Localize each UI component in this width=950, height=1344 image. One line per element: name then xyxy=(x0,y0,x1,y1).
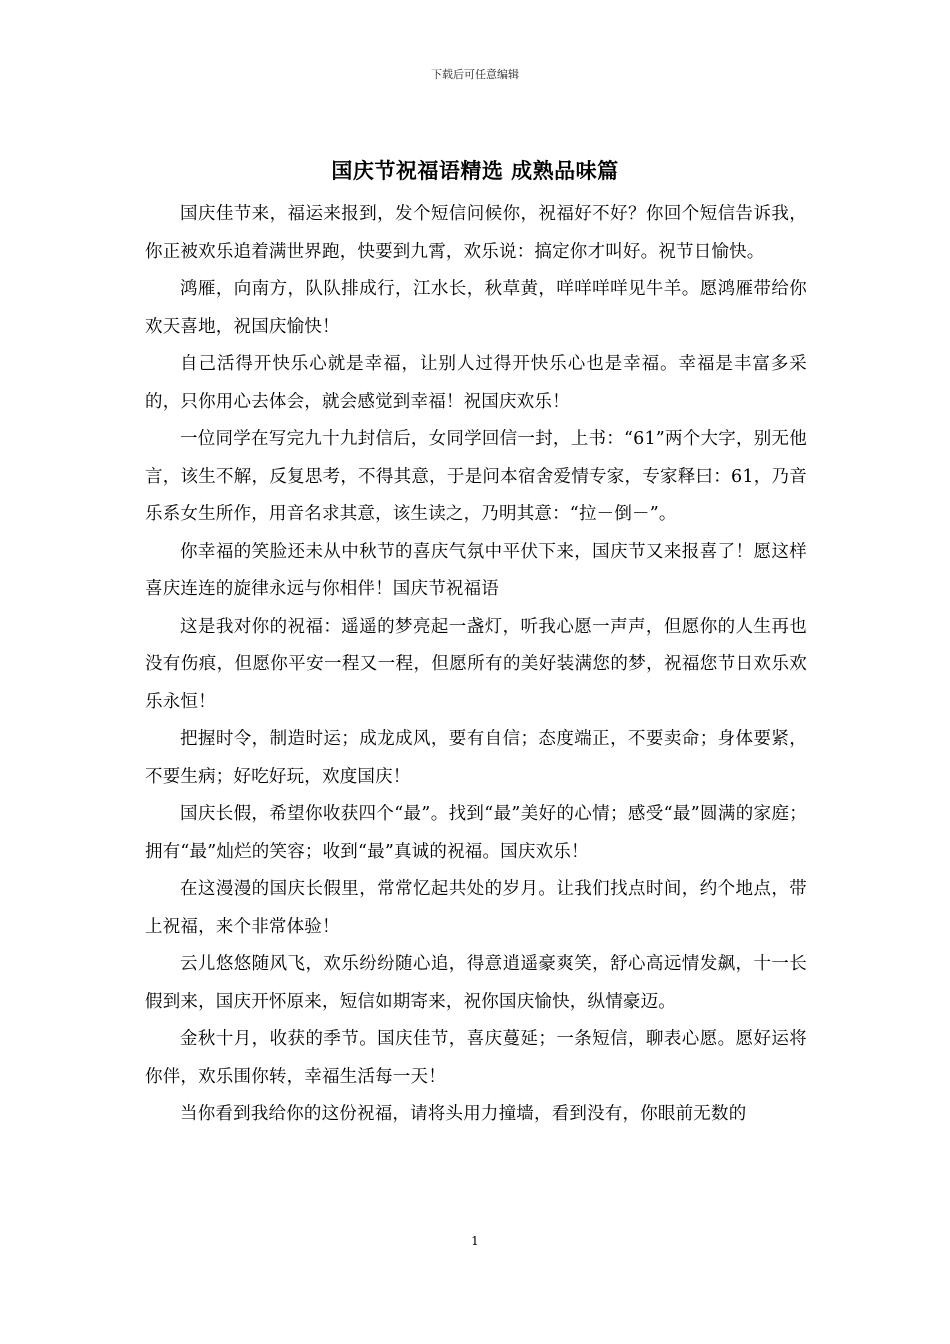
paragraph: 鸿雁，向南方，队队排成行，江水长，秋草黄，咩咩咩咩见牛羊。愿鸿雁带给你欢天喜地，祝国庆愉快！ xyxy=(145,279,807,337)
paragraph: 云儿悠悠随风飞，欢乐纷纷随心追，得意逍遥豪爽笑，舒心高远情发飙，十一长假到来，国庆开怀原来，短信如期寄来，祝你国庆愉快，纵情豪迈。 xyxy=(145,954,807,1012)
document-body xyxy=(145,196,807,1134)
paragraph: 这是我对你的祝福：遥遥的梦亮起一盏灯，听我心愿一声声，但愿你的人生再也没有伤痕，但愿你平安一程又一程，但愿所有的美好装满您的梦，祝福您节日欢乐欢乐永恒！ xyxy=(145,616,807,712)
paragraph: 把握时令，制造时运；成龙成风，要有自信；态度端正，不要卖命；身体要紧，不要生病；好吃好玩，欢度国庆！ xyxy=(145,729,807,787)
paragraph: 金秋十月，收获的季节。国庆佳节，喜庆蔓延；一条短信，聊表心愿。愿好运将你伴，欢乐围你转，幸福生活每一天！ xyxy=(145,1029,807,1087)
paragraph: 在这漫漫的国庆长假里，常常忆起共处的岁月。让我们找点时间，约个地点，带上祝福，来个非常体验！ xyxy=(145,879,807,937)
paragraph: 国庆长假，希望你收获四个“最”。找到“最”美好的心情；感受“最”圆满的家庭；拥有“最”灿烂的笑容；收到“最”真诚的祝福。国庆欢乐！ xyxy=(145,804,807,862)
paragraph: 一位同学在写完九十九封信后，女同学回信一封，上书：“61”两个大字，别无他言，该生不解，反复思考，不得其意，于是问本宿舍爱情专家，专家释曰：61，乃音乐系女生所作，用音名求其意，该生读之，乃明其意：“拉－倒－”。 xyxy=(145,429,807,524)
paragraph: 自己活得开快乐心就是幸福，让别人过得开快乐心也是幸福。幸福是丰富多采的，只你用心去体会，就会感觉到幸福！祝国庆欢乐！ xyxy=(145,354,807,412)
paragraph: 你幸福的笑脸还未从中秋节的喜庆气氛中平伏下来，国庆节又来报喜了！愿这样喜庆连连的旋律永远与你相伴！国庆节祝福语 xyxy=(145,541,807,599)
document-title: 国庆节祝福语精选 成熟品味篇 xyxy=(331,158,619,183)
paragraph: 国庆佳节来，福运来报到，发个短信问候你，祝福好不好？你回个短信告诉我，你正被欢乐追着满世界跑，快要到九霄，欢乐说：搞定你才叫好。祝节日愉快。 xyxy=(145,204,807,262)
page-number: 1 xyxy=(471,1234,479,1248)
page-header: 下载后可任意编辑 xyxy=(431,68,519,81)
paragraph: 当你看到我给你的这份祝福，请将头用力撞墙，看到没有，你眼前无数的 xyxy=(180,1104,747,1124)
